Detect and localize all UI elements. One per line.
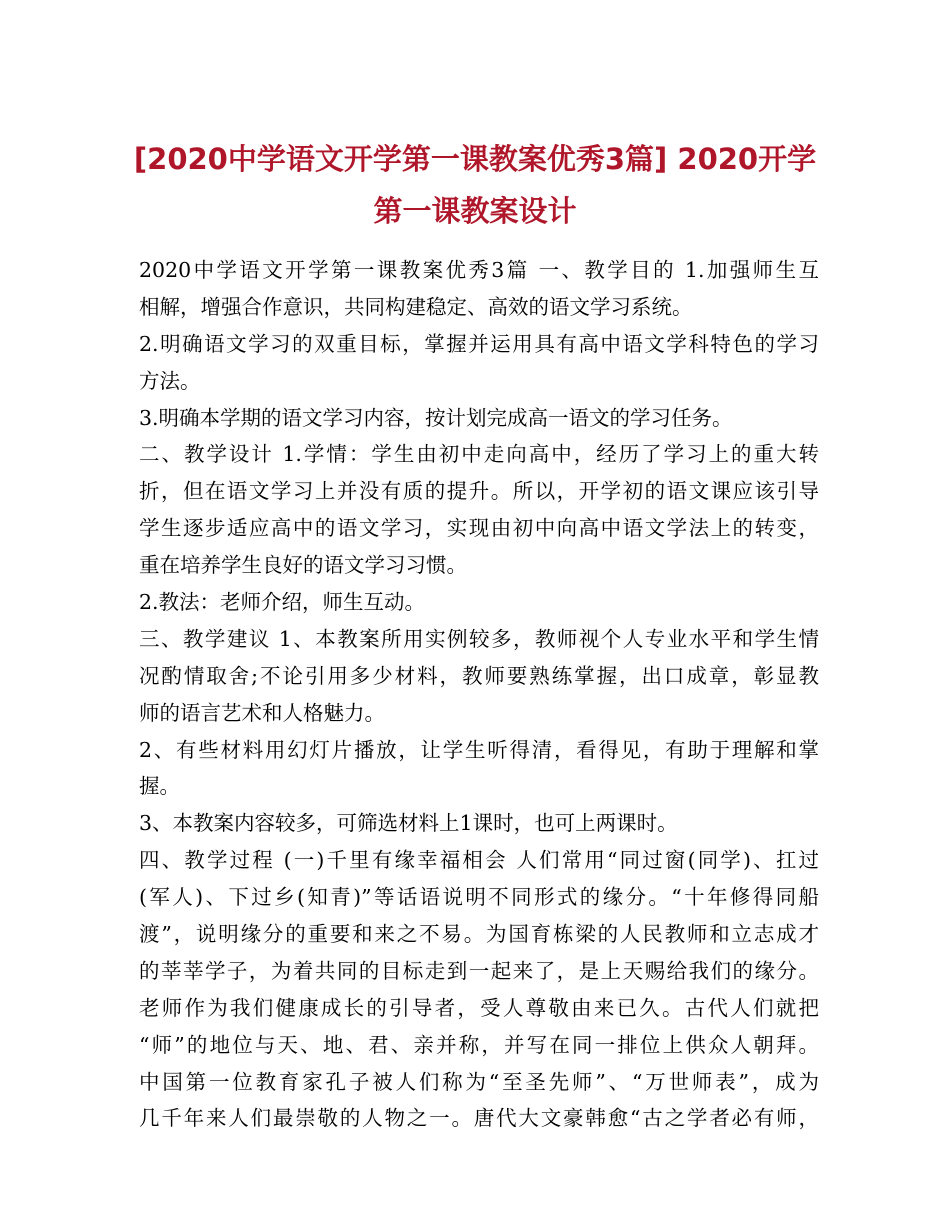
paragraph-line: 方法。 xyxy=(139,368,201,393)
paragraph-line: 3、本教案内容较多，可筛选材料上1课时，也可上两课时。 xyxy=(139,811,678,836)
paragraph-line: 折，但在语文学习上并没有质的提升。所以，开学初的语文课应该引导 xyxy=(139,479,819,504)
paragraph-line: 的莘莘学子，为着共同的目标走到一起来了，是上天赐给我们的缘分。 xyxy=(139,958,819,983)
paragraph-line: 二、教学设计 1.学情：学生由初中走向高中，经历了学习上的重大转 xyxy=(139,442,819,467)
paragraph-line: 中国第一位教育家孔子被人们称为“至圣先师”、“万世师表”，成为 xyxy=(139,1069,819,1094)
paragraph-line: 况酌情取舍;不论引用多少材料，教师要熟练掌握，出口成章，彰显教 xyxy=(139,663,819,688)
paragraph-line: 2.明确语文学习的双重目标，掌握并运用具有高中语文学科特色的学习 xyxy=(139,331,819,356)
paragraph-line: 2.教法：老师介绍，师生互动。 xyxy=(139,590,426,615)
paragraph-line: 老师作为我们健康成长的引导者，受人尊敬由来已久。古代人们就把 xyxy=(139,995,819,1020)
paragraph-line: 渡”，说明缘分的重要和来之不易。为国育栋梁的人民教师和立志成才 xyxy=(139,922,819,947)
paragraph-line: 相解，增强合作意识，共同构建稳定、高效的语文学习系统。 xyxy=(139,294,693,319)
paragraph-line: 师的语言艺术和人格魅力。 xyxy=(139,700,385,725)
paragraph-line: 2、有些材料用幻灯片播放，让学生听得清，看得见，有助于理解和掌 xyxy=(139,737,819,762)
paragraph-line: 学生逐步适应高中的语文学习，实现由初中向高中语文学法上的转变， xyxy=(139,516,819,541)
title-line-2: 第一课教案设计 xyxy=(373,194,577,228)
paragraph-line: 握。 xyxy=(139,774,180,799)
paragraph-line: 重在培养学生良好的语文学习习惯。 xyxy=(139,553,467,578)
paragraph-line: 3.明确本学期的语文学习内容，按计划完成高一语文的学习任务。 xyxy=(139,405,733,430)
paragraph-line: 四、教学过程 (一)千里有缘幸福相会 人们常用“同过窗(同学)、扛过 xyxy=(139,848,819,873)
paragraph-line: “师”的地位与天、地、君、亲并称，并写在同一排位上供众人朝拜。 xyxy=(139,1032,819,1057)
paragraph-line: 三、教学建议 1、本教案所用实例较多，教师视个人专业水平和学生情 xyxy=(139,626,819,651)
title-line-1: [2020中学语文开学第一课教案优秀3篇] 2020开学 xyxy=(133,142,817,176)
paragraph-line: 几千年来人们最崇敬的人物之一。唐代大文豪韩愈“古之学者必有师， xyxy=(139,1106,819,1131)
document-body xyxy=(139,252,819,1137)
document-title xyxy=(100,133,850,237)
paragraph-line: 2020中学语文开学第一课教案优秀3篇 一、教学目的 1.加强师生互 xyxy=(139,258,819,282)
paragraph-line: (军人)、下过乡(知青)”等话语说明不同形式的缘分。“十年修得同船 xyxy=(139,885,819,910)
